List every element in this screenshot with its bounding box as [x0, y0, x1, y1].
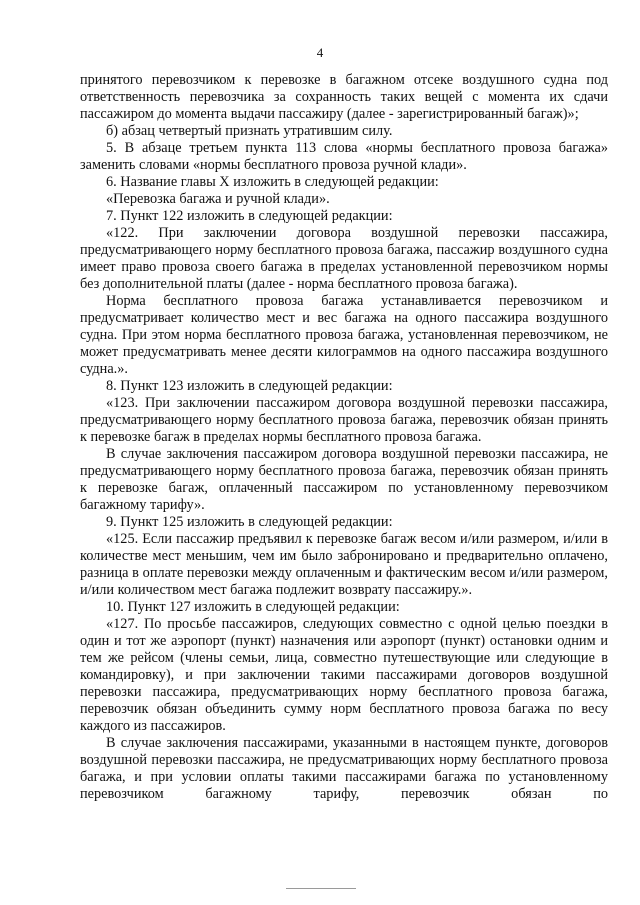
paragraph: 7. Пункт 122 изложить в следующей редакции:	[106, 208, 393, 224]
document-body	[80, 72, 608, 803]
paragraph: 9. Пункт 125 изложить в следующей редакции:	[106, 514, 393, 530]
paragraph: «125. Если пассажир предъявил к перевозке багаж весом и/или размером, и/или в количестве мест меньшим, чем им было забронировано и предварительно оплачено, разница в оплате перевозки между оплаченным и фактическим весом и/или размером, и/или количеством мест багажа подлежит возврату пассажиру.».	[80, 531, 608, 598]
scan-artifact-line	[286, 888, 356, 889]
paragraph: 8. Пункт 123 изложить в следующей редакции:	[106, 378, 393, 394]
paragraph: б) абзац четвертый признать утратившим силу.	[106, 123, 393, 139]
paragraph: 5. В абзаце третьем пункта 113 слова «нормы бесплатного провоза багажа» заменить словами «нормы бесплатного провоза ручной клади».	[80, 140, 608, 173]
paragraph: «122. При заключении договора воздушной перевозки пассажира, предусматривающего норму бесплатного провоза багажа, пассажир воздушного судна имеет право провоза своего багажа в пределах установленной перевозчиком нормы без дополнительной платы (далее - норма бесплатного провоза багажа).	[80, 225, 608, 292]
paragraph: «127. По просьбе пассажиров, следующих совместно с одной целью поездки в один и тот же аэропорт (пункт) назначения или аэропорт (пункт) остановки одним и тем же рейсом (члены семьи, лица, совместно путешествующие или следующие в командировку), и при заключении такими пассажирами договоров воздушной перевозки пассажира, предусматривающих норму бесплатного провоза багажа, перевозчик обязан объединить сумму норм бесплатного провоза багажа по весу каждого из пассажиров.	[80, 616, 608, 734]
paragraph: «123. При заключении пассажиром договора воздушной перевозки пассажира, предусматривающего норму бесплатного провоза багажа, перевозчик обязан принять к перевозке багаж в пределах нормы бесплатного провоза багажа.	[80, 395, 608, 445]
paragraph: принятого перевозчиком к перевозке в багажном отсеке воздушного судна под ответственность перевозчика за сохранность таких вещей с момента их сдачи пассажиром до момента выдачи пассажиру (далее - зарегистрированный багаж)»;	[80, 72, 608, 122]
paragraph: 10. Пункт 127 изложить в следующей редакции:	[106, 599, 400, 615]
paragraph: «Перевозка багажа и ручной клади».	[106, 191, 330, 207]
page-number: 4	[316, 45, 324, 60]
paragraph: Норма бесплатного провоза багажа устанавливается перевозчиком и предусматривает количество мест и вес багажа на одного пассажира воздушного судна. При этом норма бесплатного провоза багажа, установленная перевозчиком, не может предусматривать менее десяти килограммов на одного пассажира воздушного судна.».	[80, 293, 608, 377]
paragraph: В случае заключения пассажиром договора воздушной перевозки пассажира, не предусматривающего норму бесплатного провоза багажа, перевозчик обязан принять к перевозке багаж, оплаченный пассажиром по установленному перевозчиком багажному тарифу».	[80, 446, 608, 513]
paragraph: В случае заключения пассажирами, указанными в настоящем пункте, договоров воздушной перевозки пассажира, не предусматривающих норму бесплатного провоза багажа, и при условии оплаты такими пассажирами багажа по установленному перевозчиком багажному тарифу, перевозчик обязан по	[80, 735, 608, 802]
paragraph: 6. Название главы X изложить в следующей редакции:	[106, 174, 439, 190]
